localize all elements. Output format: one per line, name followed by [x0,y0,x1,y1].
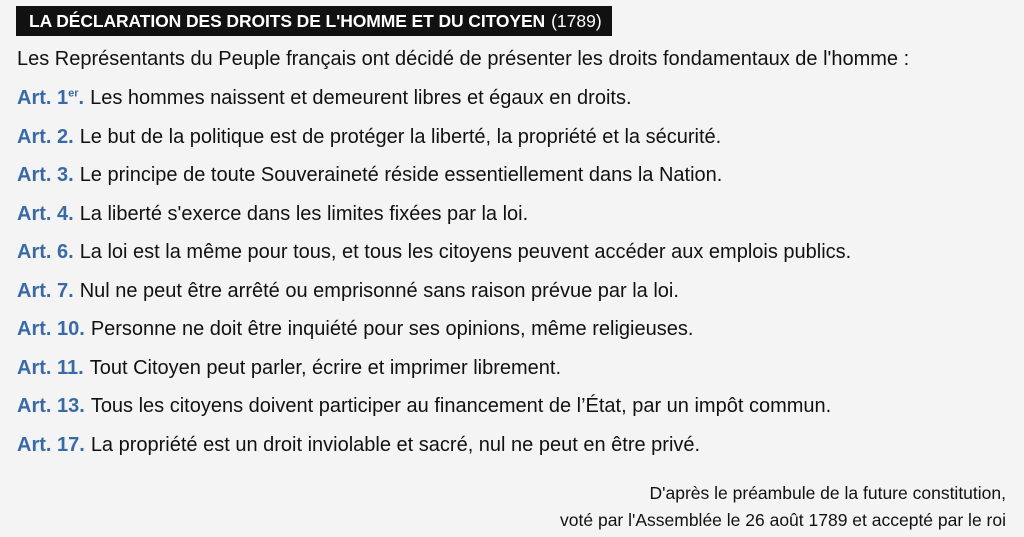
source-line-1: D'après le préambule de la future constitution, [649,483,1006,503]
article-item [17,433,851,472]
article-item [17,125,851,164]
article-number-label: Art. 11. [17,356,84,379]
article-number-label: Art. 7. [17,279,74,302]
article-number [17,279,74,303]
article-item [17,163,851,202]
article-item [17,240,851,279]
article-number-label: Art. 2. [17,125,74,148]
article-number [17,240,74,264]
title-main: LA DÉCLARATION DES DROITS DE L'HOMME ET DU CITOYEN [29,10,546,31]
article-number-label: Art. 17. [17,433,85,456]
intro-text: Les Représentants du Peuple français ont décidé de présenter les droits fondamentaux de l'homme : [17,48,910,70]
article-number [17,86,84,110]
article-number [17,317,85,341]
article-text: Personne ne doit être inquiété pour ses opinions, même religieuses. [90,318,694,340]
article-number [17,125,74,149]
article-text: La loi est la même pour tous, et tous les citoyens peuvent accéder aux emplois publics. [79,241,852,263]
article-number-label: Art. 3. [17,164,74,186]
title-year: (1789) [551,10,602,31]
article-item [17,394,851,433]
document-title [16,6,612,36]
article-number [17,202,74,226]
article-item [17,86,851,125]
article-number-superscript: er [68,87,79,100]
article-text: Les hommes naissent et demeurent libres et égaux en droits. [90,87,632,109]
article-item [17,279,851,318]
article-item [17,317,851,356]
article-number [17,163,74,187]
source-line-2: voté par l'Assemblée le 26 août 1789 et accepté par le roi [560,510,1006,530]
article-item [17,202,851,241]
article-item [17,356,851,395]
article-number-label: Art. 6. [17,241,74,263]
article-text: Le principe de toute Souveraineté réside essentiellement dans la Nation. [79,164,723,186]
article-number-label: Art. 4. [17,202,74,225]
article-text: Le but de la politique est de protéger la liberté, la propriété et la sécurité. [79,125,722,148]
article-number-label: Art. 10. [17,318,85,340]
article-number [17,356,84,380]
source-citation [560,480,1006,534]
article-number-suffix: . [78,87,85,109]
article-text: Tout Citoyen peut parler, écrire et imprimer librement. [89,356,562,379]
article-text: La propriété est un droit inviolable et sacré, nul ne peut en être privé. [90,433,701,456]
article-number-label: Art. 1 [17,87,69,109]
article-text: La liberté s'exerce dans les limites fixées par la loi. [79,202,529,225]
article-text: Nul ne peut être arrêté ou emprisonné sans raison prévue par la loi. [79,279,679,302]
article-number-label: Art. 13. [17,395,85,417]
article-text: Tous les citoyens doivent participer au financement de l’État, par un impôt commun. [90,395,832,417]
article-number [17,433,85,457]
article-list [17,86,851,471]
article-number [17,394,85,418]
